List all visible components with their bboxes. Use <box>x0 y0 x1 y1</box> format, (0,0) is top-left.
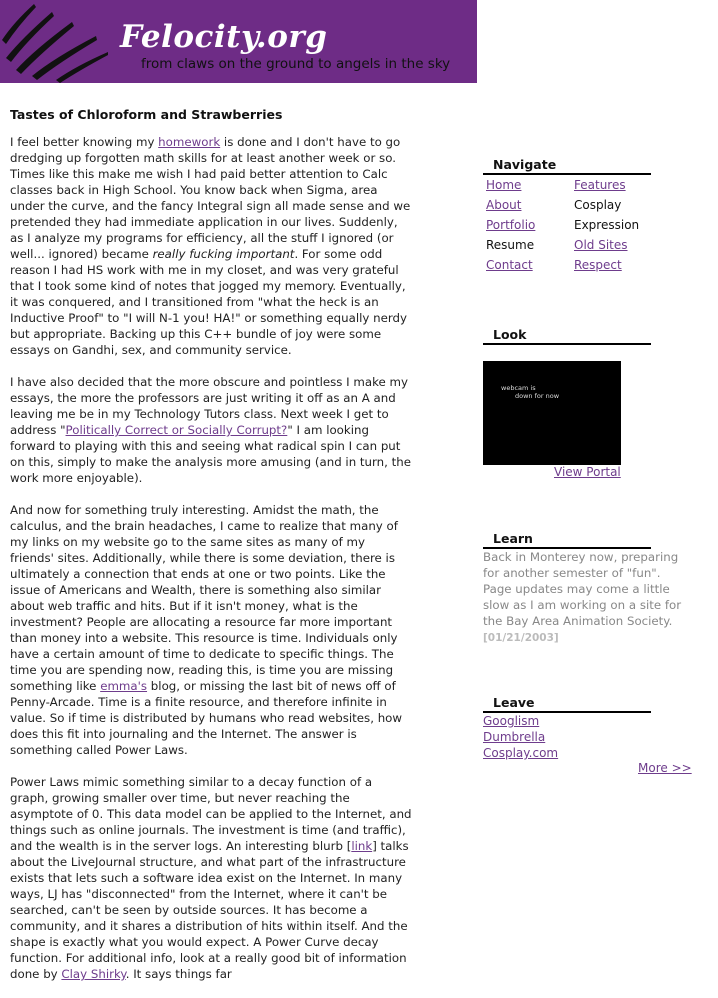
post-paragraph-1 <box>10 134 412 358</box>
leave-heading: Leave <box>483 695 651 713</box>
nav-expression: Expression <box>574 218 640 232</box>
paragraph-text: ] talks about the LiveJournal structure, and what part of the infrastructure exists that lets such a software idea exist on the Internet. In many ways, LJ has "disconnected" from the Internet, where it can't be searched, can't be seen by outside sources. It has become a community, and it shares a distribution of hits within itself. And the shape is exactly what you would expect. A Power Curve decay function. For additional info, look at a really good bit of information done by <box>10 839 409 981</box>
post-paragraph-3 <box>10 502 412 758</box>
webcam-status <box>501 384 571 400</box>
post-title: Tastes of Chloroform and Strawberries <box>10 107 283 122</box>
navigate-heading: Navigate <box>483 157 651 175</box>
learn-news-date: [01/21/2003] <box>483 632 559 644</box>
webcam-status-line: down for now <box>515 392 560 400</box>
clay-shirky-link[interactable]: Clay Shirky <box>61 967 126 981</box>
nav-about[interactable]: About <box>486 198 522 212</box>
paragraph-text: I have also decided that the more obscure and pointless I make my essays, the more the professors are just writing it off as an A and leaving me be in my Technology Tutors class. Next week I get to address " <box>10 375 409 437</box>
googlism-link[interactable]: Googlism <box>483 714 540 728</box>
nav-resume: Resume <box>486 238 535 252</box>
paragraph-text: blog, or missing the last bit of news off of Penny-Arcade. Time is a finite resource, and therefore infinite in value. So if time is distributed by humans who read websites, how does this fit into journaling and the Internet. The answer is something called Power Laws. <box>10 679 403 757</box>
paragraph-text: . For some odd reason I had HS work with me in my closet, and was very grateful that I took some kind of notes that jogged my memory. Eventually, it was conquered, and I transitioned from "what the heck is an Inductive Proof" to "I will N-1 you! HA!" or something equally nerdy but appropriate. Backing up this C++ bundle of joy were some essays on Gandhi, sex, and community service. <box>10 247 407 357</box>
nav-features[interactable]: Features <box>574 178 626 192</box>
post-content <box>10 107 412 998</box>
learn-news <box>483 549 691 646</box>
politically-correct-link[interactable]: Politically Correct or Socially Corrupt? <box>65 423 288 437</box>
learn-news-text: Back in Monterey now, preparing for another semester of "fun". Page updates may come a little slow as I am working on a site for the Bay Area Animation Society. <box>483 550 682 628</box>
dumbrella-link[interactable]: Dumbrella <box>483 730 546 744</box>
livejournal-link[interactable]: link <box>351 839 373 853</box>
paragraph-text: And now for something truly interesting. Amidst the math, the calculus, and the brain headaches, I came to realize that many of my links on my website go to the same sites as many of my friends' sites. Additionally, while there is some deviation, there is ultimately a connection that ends at one or two points. Like the issue of Americans and Wealth, there is something also similar about web traffic and hits. But if it isn't money, what is the investment? People are allocating a resource far more important than money into a website. This resource is time. Individuals only have a certain amount of time to dedicate to specific things. The time you are spending now, reading this, is time you are missing something like <box>10 503 398 693</box>
emmas-link[interactable]: emma's <box>100 679 148 693</box>
paragraph-text: is done and I don't have to go dredging up forgotten math skills for at least another week or so. Times like this make me wish I had paid better attention to Calc classes back in High School. You know back when Sigma, area under the curve, and the fancy Integral sign all made sense and we pretended they had immediate application in our lives. Suddenly, as I analyze my programs for efficiency, all the stuff I ignored (or well... ignored) became <box>10 135 411 261</box>
nav-contact[interactable]: Contact <box>486 258 533 272</box>
nav-old-sites[interactable]: Old Sites <box>574 238 628 252</box>
learn-heading: Learn <box>483 531 651 549</box>
site-tagline: from claws on the ground to angels in the sky <box>141 56 451 72</box>
more-links-link[interactable]: More >> <box>638 761 692 775</box>
homework-link[interactable]: homework <box>158 135 221 149</box>
nav-home[interactable]: Home <box>486 178 522 192</box>
site-header <box>0 0 477 83</box>
nav-respect[interactable]: Respect <box>574 258 622 272</box>
paragraph-text: . It says things far <box>125 967 232 981</box>
paragraph-text: Power Laws mimic something similar to a decay function of a graph, growing smaller over time, but never reaching the asymptote of 0. This data model can be applied to the Internet, and things such as online journals. The investment is time (and traffic), and the wealth is in the server logs. An interesting blurb [ <box>10 775 412 853</box>
post-paragraph-4 <box>10 774 412 982</box>
nav-cosplay: Cosplay <box>574 198 622 212</box>
leave-links <box>483 713 558 761</box>
webcam-status-line: webcam is <box>501 384 536 392</box>
cosplay-com-link[interactable]: Cosplay.com <box>483 746 559 760</box>
look-heading: Look <box>483 327 651 345</box>
emphasis-text: really fucking important <box>152 247 295 261</box>
view-portal-link[interactable]: View Portal <box>554 465 621 479</box>
claw-marks-logo <box>0 0 120 83</box>
nav-portfolio[interactable]: Portfolio <box>486 218 536 232</box>
webcam-image <box>483 361 621 465</box>
navigate-menu <box>486 177 676 273</box>
site-title[interactable]: Felocity.org <box>120 19 328 55</box>
post-paragraph-2 <box>10 374 412 486</box>
paragraph-text: " I am looking forward to playing with this and seeing what radical spin I can put on this, simply to make the analysis more amusing (and in turn, the work more enjoyable). <box>10 423 412 485</box>
paragraph-text: I feel better knowing my <box>10 135 159 149</box>
